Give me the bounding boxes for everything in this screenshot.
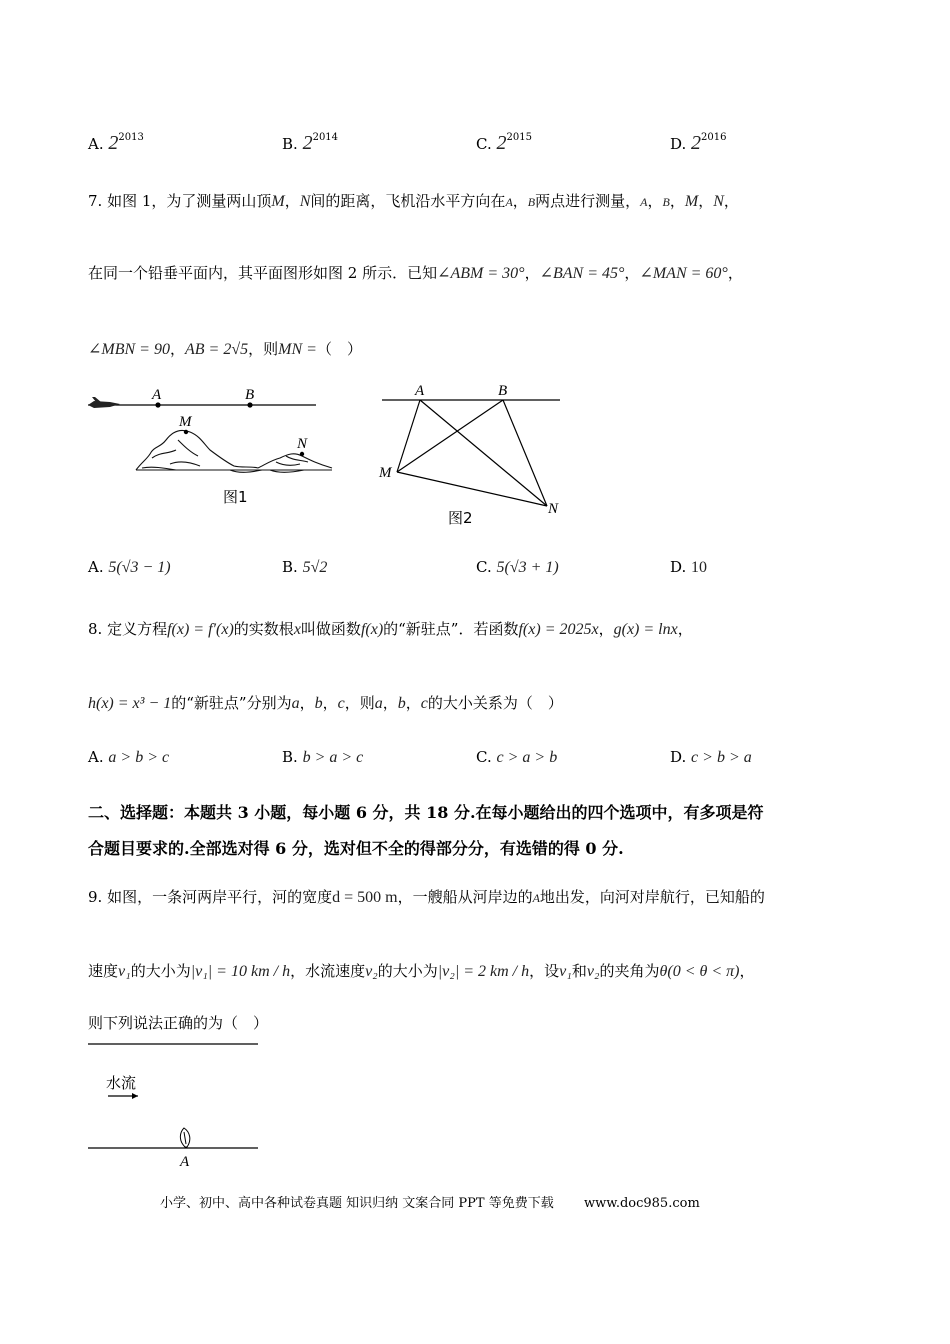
q7-option-b: B. 5√2 (282, 558, 328, 576)
q7-option-d: D. 10 (670, 558, 708, 576)
footer (160, 1192, 700, 1211)
water-flow-label: 水流 (106, 1074, 137, 1092)
q7-option-c: C. 5(√3 + 1) (476, 558, 559, 576)
q7-figure-1 (80, 380, 330, 510)
q9-line3: 则下列说法正确的为（ ） (88, 1014, 269, 1032)
q7-option-a: A. 5(√3 − 1) (88, 558, 171, 576)
figure-1-caption: 图1 (223, 488, 248, 506)
point-m (184, 430, 188, 434)
label-b: B (498, 383, 508, 399)
q6-option-c: C. $2^{2015}$ (476, 132, 532, 154)
q9-line1: 9. 如图，一条河两岸平行，河的宽度d = 500 m，一艘船从河岸边的A地出发，向河对岸航行，已知船的 (88, 888, 765, 906)
label-m: M (379, 465, 392, 481)
q6-option-a: A. $2^{2013}$ (88, 132, 144, 154)
q8-option-b: B. b > a > c (282, 748, 364, 766)
triangle-lines (397, 400, 547, 506)
q8-line1: 8. 定义方程f(x) = f′(x)的实数根x叫做函数f(x)的“新驻点”．若函数f(x) = 2025x，g(x) = lnx， (88, 620, 693, 638)
footer-text: 小学、初中、高中各种试卷真题 知识归纳 文案合同 PPT 等免费下载 (160, 1196, 554, 1211)
boat-icon (180, 1128, 189, 1147)
airplane-icon (88, 397, 120, 408)
label-a: A (180, 1154, 190, 1170)
figure-2-caption: 图2 (448, 509, 473, 527)
q6-option-d: D. $2^{2016}$ (670, 132, 727, 154)
q9-river-figure (80, 1036, 270, 1176)
q6-option-b: B. $2^{2014}$ (282, 132, 339, 154)
point-n (300, 452, 304, 456)
q9-line2: 速度v₁的大小为|v₁| = 10 km / h，水流速度v₂的大小为|v₂| = 2 km / h，设v₁和v₂的夹角为θ(0 < θ < π)， (88, 962, 755, 980)
q7-line2: 在同一个铅垂平面内，其平面图形如图 2 所示．已知∠ABM = 30°，∠BAN = 45°，∠MAN = 60°， (88, 264, 743, 282)
label-m: M (179, 414, 192, 430)
label-n: N (548, 501, 559, 517)
q8-line2: h(x) = x³ − 1的“新驻点”分别为a，b，c，则a，b，c的大小关系为（ ） (88, 694, 563, 712)
label-b: B (245, 387, 255, 403)
label-a: A (415, 383, 425, 399)
q8-option-a: A. a > b > c (88, 748, 170, 766)
q8-option-c: C. c > a > b (476, 748, 558, 766)
label-n: N (297, 436, 308, 452)
point-b (247, 402, 252, 407)
q7-line3: ∠MBN = 90，AB = 2√5，则MN =（ ） (88, 340, 362, 358)
section-2-heading-line1: 二、选择题：本题共 3 小题，每小题 6 分，共 18 分.在每小题给出的四个选项中，有多项是符 (88, 803, 764, 822)
q7-line1: 7. 如图 1，为了测量两山顶M，N间的距离，飞机沿水平方向在A，B两点进行测量，A，B，M，N， (88, 192, 739, 210)
q8-option-d: D. c > b > a (670, 748, 752, 766)
section-2-heading-line2: 合题目要求的.全部选对得 6 分，选对但不全的得部分分，有选错的得 0 分. (88, 839, 624, 858)
footer-url[interactable]: www.doc985.com (583, 1196, 700, 1211)
point-a (155, 402, 160, 407)
q7-figure-2 (370, 380, 570, 530)
label-a: A (152, 387, 162, 403)
flow-arrow-icon (108, 1093, 138, 1099)
